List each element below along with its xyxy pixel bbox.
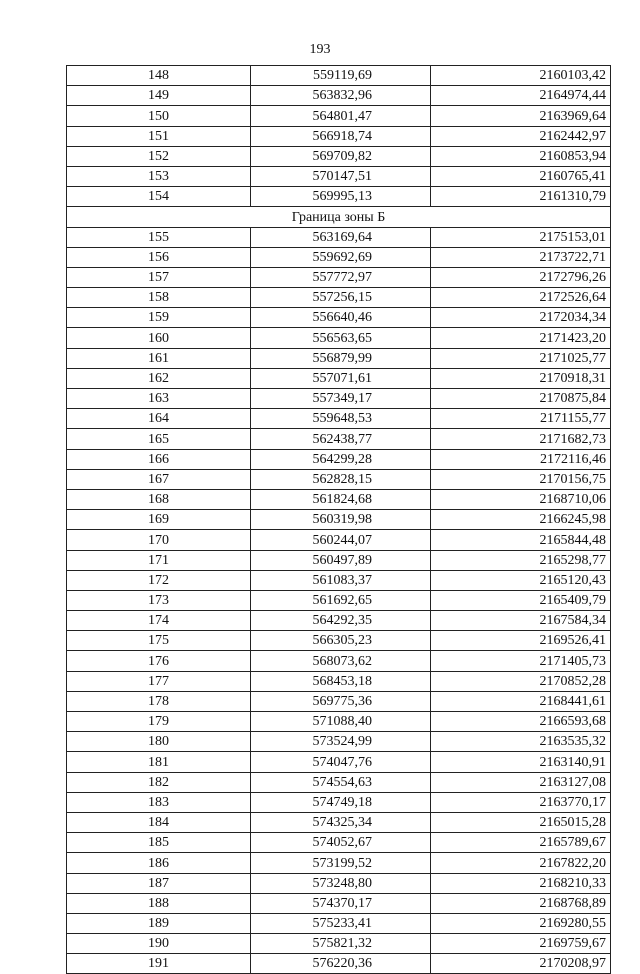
point-number-cell: 187	[67, 873, 251, 893]
y-coordinate-cell: 2165015,28	[431, 812, 611, 832]
point-number-cell: 161	[67, 348, 251, 368]
point-number-cell: 169	[67, 510, 251, 530]
x-coordinate-cell: 575821,32	[251, 934, 431, 954]
point-number-cell: 160	[67, 328, 251, 348]
table-row	[67, 671, 611, 691]
table-row	[67, 308, 611, 328]
y-coordinate-cell: 2173722,71	[431, 247, 611, 267]
point-number-cell: 185	[67, 833, 251, 853]
section-title: Граница зоны Б	[67, 207, 611, 227]
table-row	[67, 510, 611, 530]
table-row	[67, 449, 611, 469]
point-number-cell: 179	[67, 712, 251, 732]
x-coordinate-cell: 574370,17	[251, 893, 431, 913]
y-coordinate-cell: 2171025,77	[431, 348, 611, 368]
point-number-cell: 163	[67, 389, 251, 409]
table-row	[67, 489, 611, 509]
point-number-cell: 170	[67, 530, 251, 550]
point-number-cell: 167	[67, 469, 251, 489]
y-coordinate-cell: 2170875,84	[431, 389, 611, 409]
y-coordinate-cell: 2165789,67	[431, 833, 611, 853]
point-number-cell: 154	[67, 187, 251, 207]
x-coordinate-cell: 574325,34	[251, 812, 431, 832]
table-row	[67, 166, 611, 186]
point-number-cell: 165	[67, 429, 251, 449]
section-header-row	[67, 207, 611, 227]
y-coordinate-cell: 2165120,43	[431, 570, 611, 590]
y-coordinate-cell: 2161310,79	[431, 187, 611, 207]
table-row	[67, 247, 611, 267]
point-number-cell: 177	[67, 671, 251, 691]
x-coordinate-cell: 559692,69	[251, 247, 431, 267]
x-coordinate-cell: 559648,53	[251, 409, 431, 429]
point-number-cell: 181	[67, 752, 251, 772]
table-row	[67, 732, 611, 752]
point-number-cell: 182	[67, 772, 251, 792]
x-coordinate-cell: 561083,37	[251, 570, 431, 590]
x-coordinate-cell: 556640,46	[251, 308, 431, 328]
coordinates-table	[66, 65, 611, 974]
x-coordinate-cell: 571088,40	[251, 712, 431, 732]
table-row	[67, 469, 611, 489]
point-number-cell: 153	[67, 166, 251, 186]
point-number-cell: 172	[67, 570, 251, 590]
point-number-cell: 151	[67, 126, 251, 146]
table-row	[67, 873, 611, 893]
point-number-cell: 188	[67, 893, 251, 913]
y-coordinate-cell: 2163140,91	[431, 752, 611, 772]
y-coordinate-cell: 2168768,89	[431, 893, 611, 913]
point-number-cell: 184	[67, 812, 251, 832]
table-row	[67, 853, 611, 873]
table-row	[67, 893, 611, 913]
x-coordinate-cell: 574749,18	[251, 792, 431, 812]
x-coordinate-cell: 566918,74	[251, 126, 431, 146]
x-coordinate-cell: 557256,15	[251, 288, 431, 308]
y-coordinate-cell: 2168710,06	[431, 489, 611, 509]
x-coordinate-cell: 560497,89	[251, 550, 431, 570]
x-coordinate-cell: 569709,82	[251, 146, 431, 166]
y-coordinate-cell: 2168210,33	[431, 873, 611, 893]
y-coordinate-cell: 2165409,79	[431, 590, 611, 610]
point-number-cell: 180	[67, 732, 251, 752]
x-coordinate-cell: 569775,36	[251, 691, 431, 711]
point-number-cell: 158	[67, 288, 251, 308]
y-coordinate-cell: 2160765,41	[431, 166, 611, 186]
point-number-cell: 168	[67, 489, 251, 509]
table-row	[67, 429, 611, 449]
table-row	[67, 288, 611, 308]
x-coordinate-cell: 570147,51	[251, 166, 431, 186]
x-coordinate-cell: 573524,99	[251, 732, 431, 752]
table-row	[67, 146, 611, 166]
table-row	[67, 631, 611, 651]
x-coordinate-cell: 561692,65	[251, 590, 431, 610]
table-row	[67, 913, 611, 933]
x-coordinate-cell: 562438,77	[251, 429, 431, 449]
x-coordinate-cell: 574047,76	[251, 752, 431, 772]
table-row	[67, 934, 611, 954]
x-coordinate-cell: 575233,41	[251, 913, 431, 933]
x-coordinate-cell: 573199,52	[251, 853, 431, 873]
y-coordinate-cell: 2171682,73	[431, 429, 611, 449]
table-row	[67, 348, 611, 368]
y-coordinate-cell: 2166245,98	[431, 510, 611, 530]
x-coordinate-cell: 556563,65	[251, 328, 431, 348]
y-coordinate-cell: 2163127,08	[431, 772, 611, 792]
y-coordinate-cell: 2172526,64	[431, 288, 611, 308]
y-coordinate-cell: 2172796,26	[431, 267, 611, 287]
table-row	[67, 712, 611, 732]
point-number-cell: 148	[67, 66, 251, 86]
x-coordinate-cell: 556879,99	[251, 348, 431, 368]
page-number: 193	[309, 42, 331, 57]
table-row	[67, 954, 611, 974]
point-number-cell: 183	[67, 792, 251, 812]
x-coordinate-cell: 561824,68	[251, 489, 431, 509]
y-coordinate-cell: 2169280,55	[431, 913, 611, 933]
x-coordinate-cell: 566305,23	[251, 631, 431, 651]
x-coordinate-cell: 564801,47	[251, 106, 431, 126]
y-coordinate-cell: 2172116,46	[431, 449, 611, 469]
y-coordinate-cell: 2163969,64	[431, 106, 611, 126]
x-coordinate-cell: 562828,15	[251, 469, 431, 489]
y-coordinate-cell: 2175153,01	[431, 227, 611, 247]
y-coordinate-cell: 2163770,17	[431, 792, 611, 812]
point-number-cell: 190	[67, 934, 251, 954]
table-row	[67, 570, 611, 590]
point-number-cell: 166	[67, 449, 251, 469]
y-coordinate-cell: 2167822,20	[431, 853, 611, 873]
table-row	[67, 530, 611, 550]
y-coordinate-cell: 2162442,97	[431, 126, 611, 146]
y-coordinate-cell: 2165298,77	[431, 550, 611, 570]
point-number-cell: 178	[67, 691, 251, 711]
y-coordinate-cell: 2160103,42	[431, 66, 611, 86]
x-coordinate-cell: 574052,67	[251, 833, 431, 853]
x-coordinate-cell: 563169,64	[251, 227, 431, 247]
y-coordinate-cell: 2172034,34	[431, 308, 611, 328]
table-row	[67, 389, 611, 409]
table-row	[67, 590, 611, 610]
x-coordinate-cell: 557772,97	[251, 267, 431, 287]
point-number-cell: 162	[67, 368, 251, 388]
y-coordinate-cell: 2163535,32	[431, 732, 611, 752]
x-coordinate-cell: 568453,18	[251, 671, 431, 691]
y-coordinate-cell: 2160853,94	[431, 146, 611, 166]
table-row	[67, 227, 611, 247]
y-coordinate-cell: 2164974,44	[431, 86, 611, 106]
point-number-cell: 176	[67, 651, 251, 671]
point-number-cell: 189	[67, 913, 251, 933]
table-row	[67, 328, 611, 348]
y-coordinate-cell: 2168441,61	[431, 691, 611, 711]
x-coordinate-cell: 576220,36	[251, 954, 431, 974]
table-row	[67, 126, 611, 146]
table-row	[67, 792, 611, 812]
x-coordinate-cell: 557071,61	[251, 368, 431, 388]
table-row	[67, 267, 611, 287]
y-coordinate-cell: 2170208,97	[431, 954, 611, 974]
point-number-cell: 174	[67, 611, 251, 631]
y-coordinate-cell: 2171423,20	[431, 328, 611, 348]
point-number-cell: 150	[67, 106, 251, 126]
y-coordinate-cell: 2165844,48	[431, 530, 611, 550]
point-number-cell: 159	[67, 308, 251, 328]
y-coordinate-cell: 2170852,28	[431, 671, 611, 691]
table-row	[67, 409, 611, 429]
table-row	[67, 691, 611, 711]
x-coordinate-cell: 563832,96	[251, 86, 431, 106]
x-coordinate-cell: 574554,63	[251, 772, 431, 792]
table-row	[67, 772, 611, 792]
point-number-cell: 175	[67, 631, 251, 651]
x-coordinate-cell: 559119,69	[251, 66, 431, 86]
point-number-cell: 173	[67, 590, 251, 610]
y-coordinate-cell: 2166593,68	[431, 712, 611, 732]
point-number-cell: 149	[67, 86, 251, 106]
y-coordinate-cell: 2170918,31	[431, 368, 611, 388]
x-coordinate-cell: 560244,07	[251, 530, 431, 550]
point-number-cell: 186	[67, 853, 251, 873]
table-row	[67, 86, 611, 106]
table-row	[67, 611, 611, 631]
x-coordinate-cell: 560319,98	[251, 510, 431, 530]
table-row	[67, 66, 611, 86]
table-body	[67, 66, 611, 974]
table-row	[67, 651, 611, 671]
point-number-cell: 164	[67, 409, 251, 429]
x-coordinate-cell: 564299,28	[251, 449, 431, 469]
point-number-cell: 152	[67, 146, 251, 166]
y-coordinate-cell: 2169526,41	[431, 631, 611, 651]
table-row	[67, 812, 611, 832]
y-coordinate-cell: 2167584,34	[431, 611, 611, 631]
point-number-cell: 171	[67, 550, 251, 570]
point-number-cell: 156	[67, 247, 251, 267]
x-coordinate-cell: 557349,17	[251, 389, 431, 409]
x-coordinate-cell: 568073,62	[251, 651, 431, 671]
x-coordinate-cell: 573248,80	[251, 873, 431, 893]
y-coordinate-cell: 2171405,73	[431, 651, 611, 671]
y-coordinate-cell: 2170156,75	[431, 469, 611, 489]
point-number-cell: 191	[67, 954, 251, 974]
y-coordinate-cell: 2171155,77	[431, 409, 611, 429]
table-row	[67, 106, 611, 126]
point-number-cell: 157	[67, 267, 251, 287]
y-coordinate-cell: 2169759,67	[431, 934, 611, 954]
table-row	[67, 550, 611, 570]
x-coordinate-cell: 564292,35	[251, 611, 431, 631]
table-row	[67, 187, 611, 207]
table-row	[67, 368, 611, 388]
x-coordinate-cell: 569995,13	[251, 187, 431, 207]
table-row	[67, 752, 611, 772]
point-number-cell: 155	[67, 227, 251, 247]
table-row	[67, 833, 611, 853]
